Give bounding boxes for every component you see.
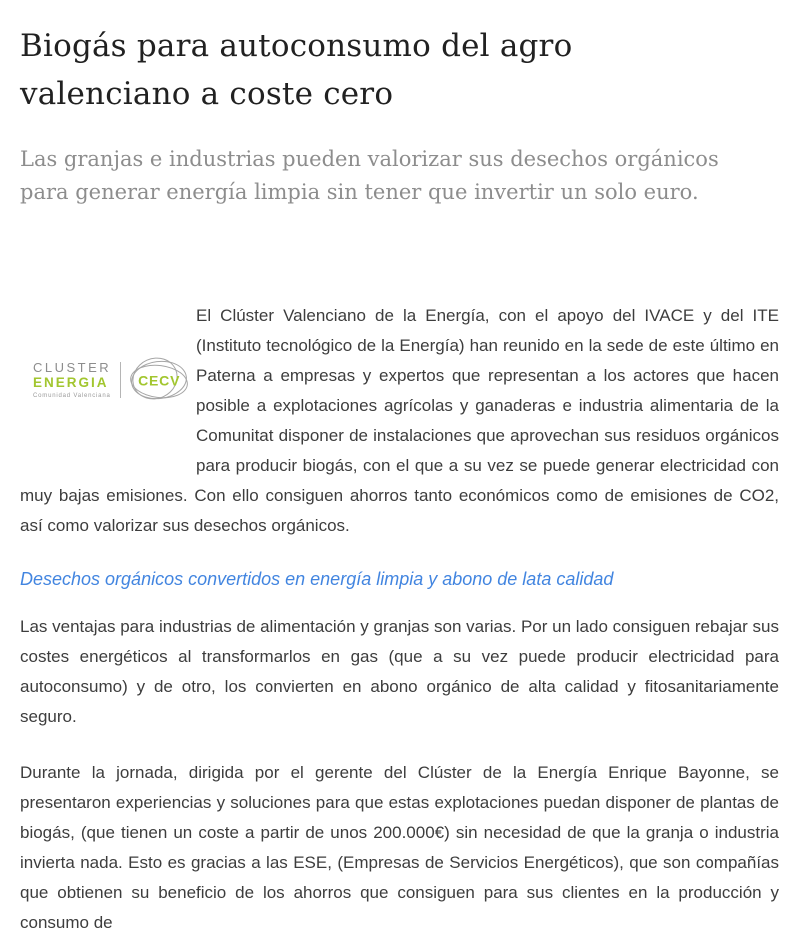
paragraph-intro: El Clúster Valenciano de la Energía, con el apoyo del IVACE y del ITE (Instituto tecnológico de la Energía) han reunido en la sede de este último en Paterna a empresas y expertos que representan a los actores que hacen posible a explotaciones agrícolas y ganaderas e industria alimentaria de la Comunitat disponer de instalaciones que aprovechan sus residuos orgánicos para producir biogás, con el que a su vez se puede generar electricidad con muy bajas emisiones. Con ello consiguen ahorros tanto económicos como de emisiones de CO2, así como valorizar sus desechos orgánicos. <box>20 306 779 535</box>
page-title: Biogás para autoconsumo del agro valenciano a coste cero <box>20 28 573 112</box>
logo-word-energia: ENERGIA <box>33 375 109 390</box>
logo-wordmark <box>33 361 111 399</box>
article-subtitle: Las granjas e industrias pueden valorizar sus desechos orgánicos para generar energía limpia sin tener que invertir un solo euro. <box>20 147 719 204</box>
cluster-energia-logo <box>20 301 196 477</box>
logo-divider <box>120 362 121 398</box>
paragraph-advantages: Las ventajas para industrias de alimentación y granjas son varias. Por un lado consiguen rebajar sus costes energéticos al transformarlos en gas (que a su vez puede producir electricidad para autoconsumo) y de otro, los convierten en abono orgánico de alta calidad y fitosanitariamente seguro. <box>20 617 779 726</box>
article-body <box>20 301 779 938</box>
cecv-emblem-icon <box>128 356 190 404</box>
logo-image <box>33 356 190 404</box>
section-heading: Desechos orgánicos convertidos en energía limpia y abono de lata calidad <box>20 569 614 589</box>
paragraph-jornada: Durante la jornada, dirigida por el gerente del Clúster de la Energía Enrique Bayonne, se presentaron experiencias y soluciones para que estas explotaciones puedan disponer de plantas de biogás, (que tienen un coste a partir de unos 200.000€) sin necesidad de que la granja o industria invierta nada. Esto es gracias a las ESE, (Empresas de Servicios Energéticos), que son compañías que obtienen su beneficio de los ahorros que consiguen para sus clientes en la producción y consumo de <box>20 763 779 932</box>
logo-word-cluster: CLUSTER <box>33 360 112 375</box>
logo-tagline: Comunidad Valenciana <box>33 393 111 399</box>
article-page <box>0 22 799 938</box>
emblem-label: CECV <box>138 372 181 389</box>
